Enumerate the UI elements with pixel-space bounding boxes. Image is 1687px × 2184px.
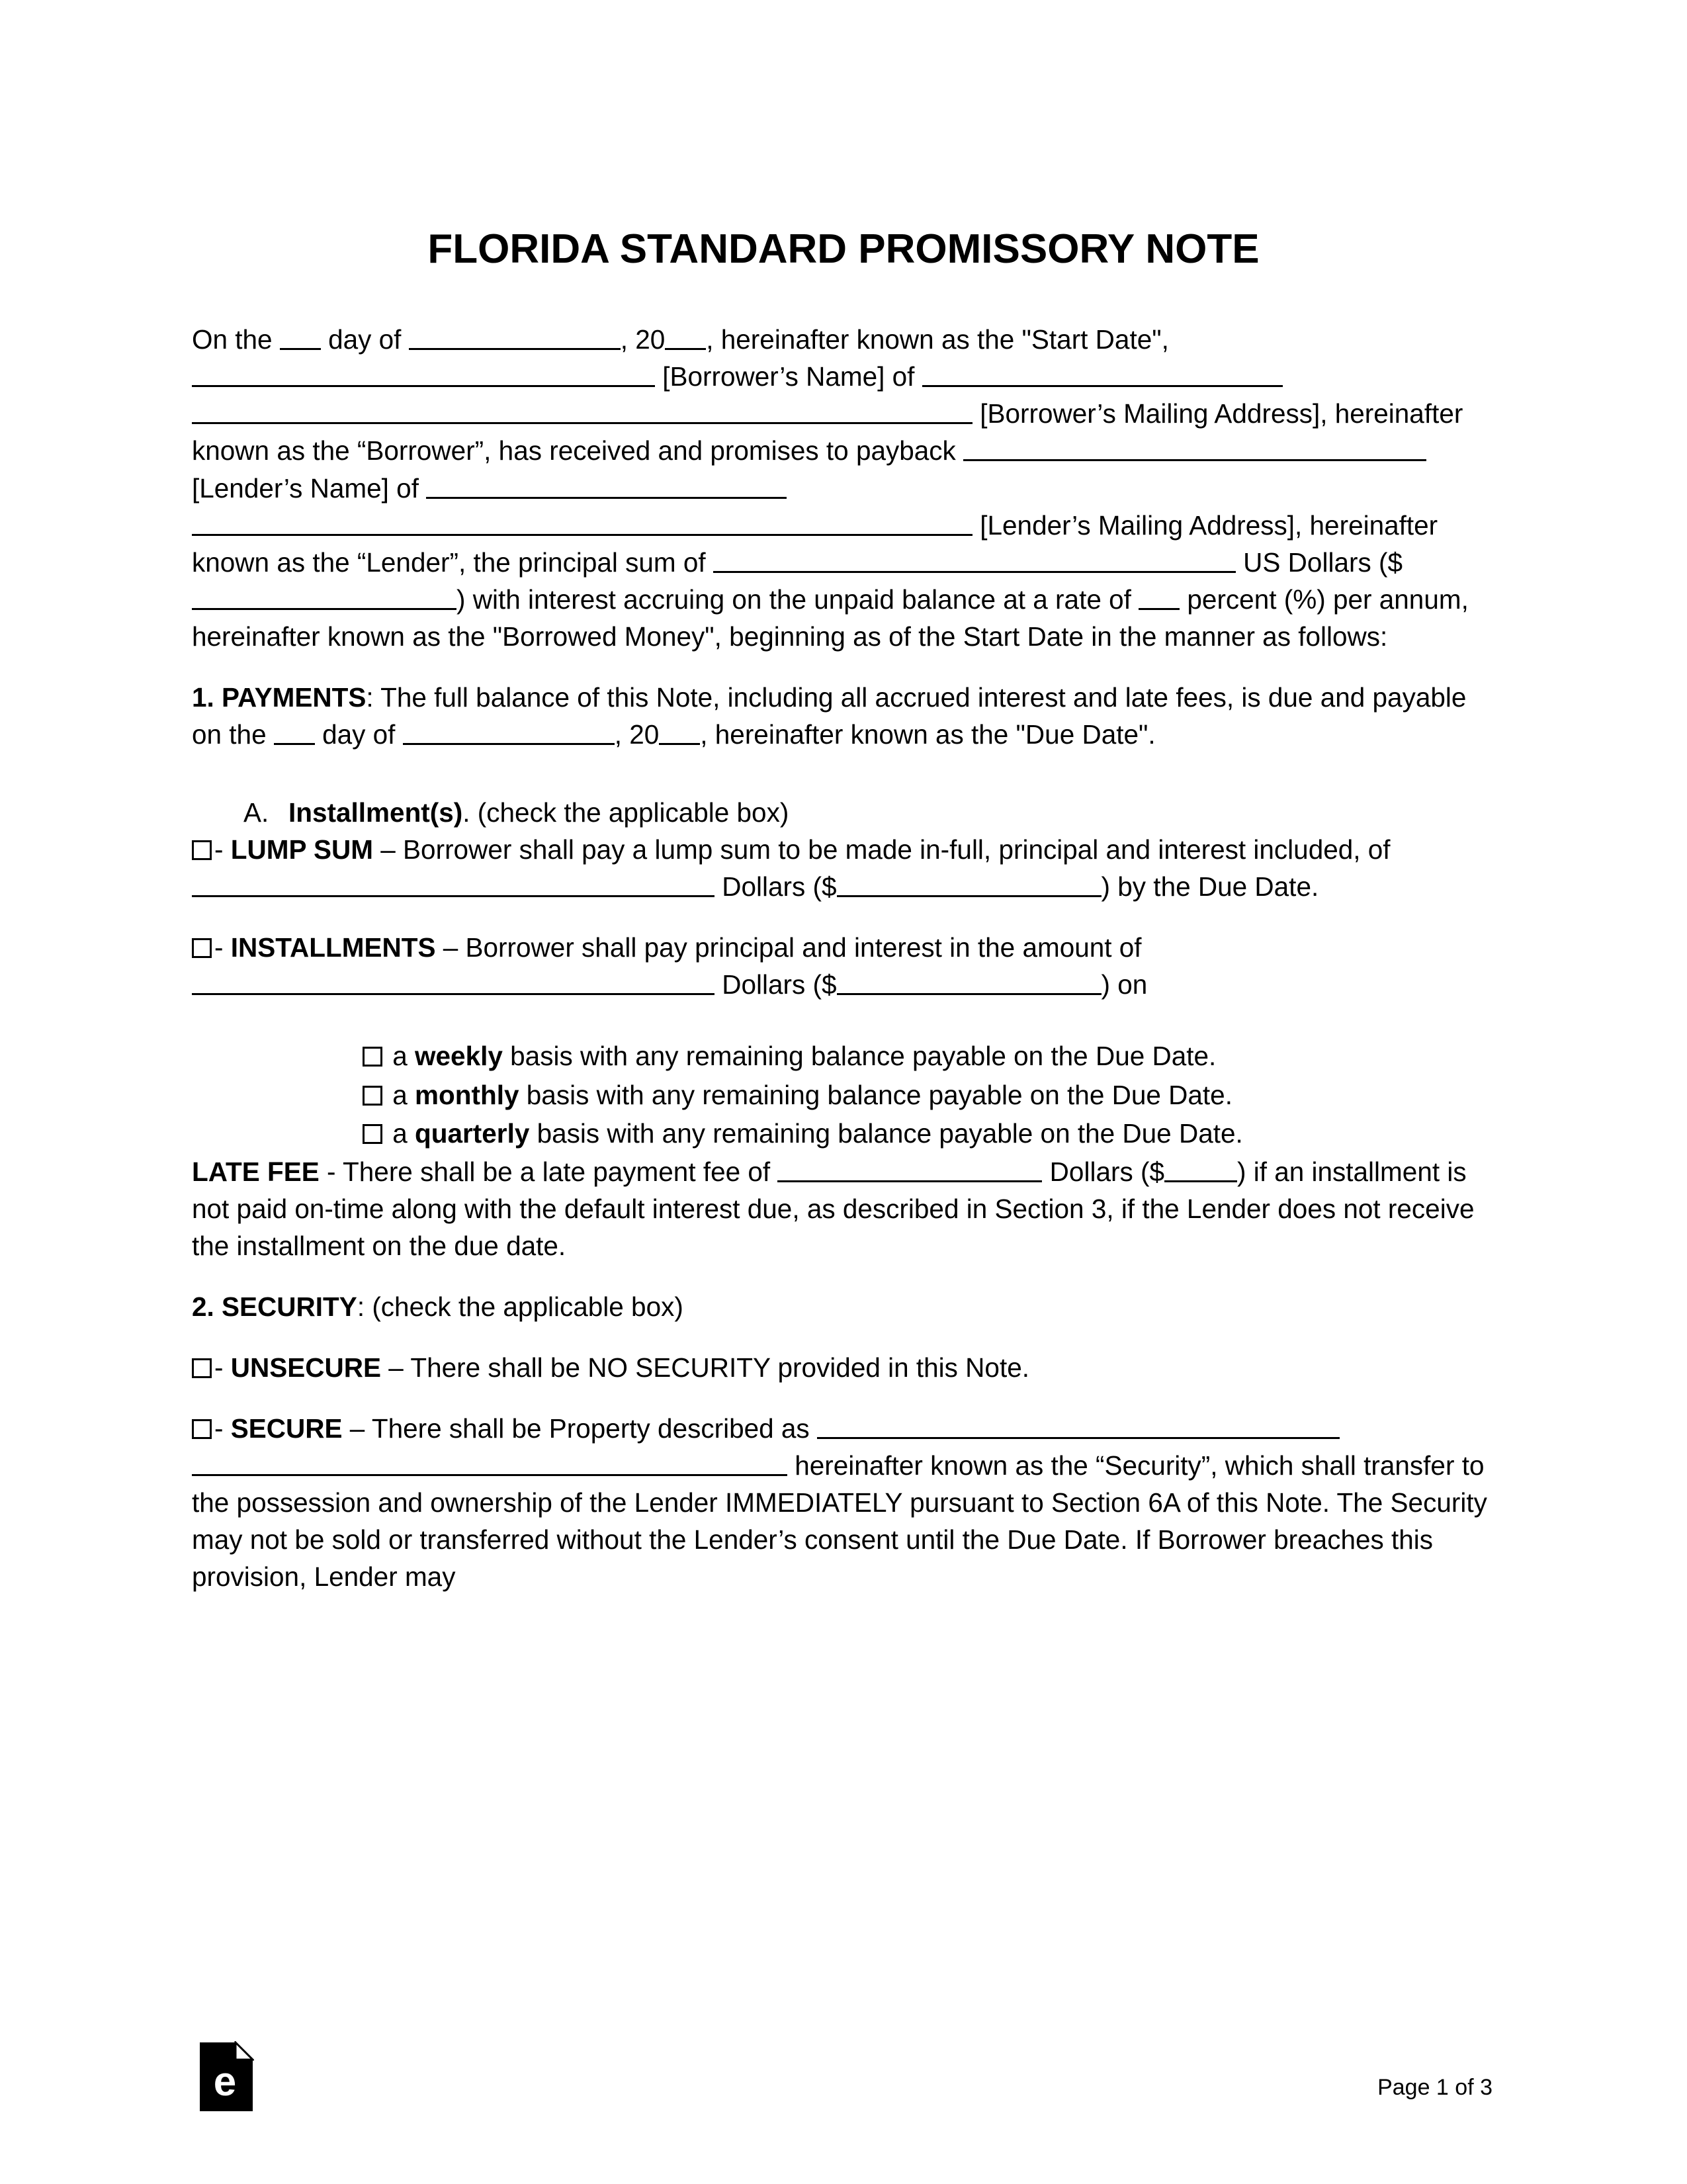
intro-text-2: day of	[320, 324, 409, 355]
section-1-text-4: , hereinafter known as the "Due Date".	[700, 719, 1156, 750]
section-1-label: 1. PAYMENTS	[192, 681, 367, 713]
intro-paragraph	[192, 321, 1495, 655]
option-lump-sum	[192, 831, 1495, 905]
eforms-logo-icon	[198, 2041, 254, 2113]
start-day-blank[interactable]	[280, 323, 321, 350]
intro-text-10: ) with interest accruing on the unpaid balance at a rate of	[456, 584, 1139, 615]
page-title: FLORIDA STANDARD PROMISSORY NOTE	[427, 226, 1260, 272]
intro-text-11: percent (%) per annum, hereinafter known as the "Borrowed Money", beginning as of the Start Date in the manner as follows:	[192, 584, 1469, 652]
subsection-a-installments	[243, 794, 1495, 831]
secure-text-1: – There shall be Property described as	[342, 1413, 817, 1444]
secure-text-2: hereinafter known as the “Security”, which shall transfer to the possession and ownership of the Lender IMMEDIATELY pursuant to Section 6A of this Note. The Security may not be sold or transferred without the Lender’s consent until the Due Date. If Borrower breaches this provision, Lender may	[192, 1450, 1487, 1593]
document-body	[192, 321, 1495, 1595]
weekly-pre: a	[385, 1041, 415, 1072]
borrower-address-blank-2[interactable]	[192, 397, 973, 424]
late-fee-text-3: ) if an installment is not paid on-time along with the default interest due, as described in Section 3, if the Lender does not receive the installment on the due date.	[192, 1156, 1475, 1261]
section-1-payments	[192, 679, 1495, 753]
due-day-blank[interactable]	[274, 718, 315, 745]
borrower-address-blank-1[interactable]	[922, 360, 1283, 387]
installments-text-3: ) on	[1101, 969, 1148, 1000]
page-number: Page 1 of 3	[1377, 2075, 1492, 2100]
interest-rate-blank[interactable]	[1139, 582, 1180, 609]
subsection-a-text	[288, 794, 789, 831]
lump-sum-label: LUMP SUM	[230, 834, 374, 865]
option-monthly	[363, 1076, 1495, 1114]
weekly-label: weekly	[415, 1041, 503, 1072]
installments-text-2: Dollars ($	[714, 969, 837, 1000]
lump-sum-checkbox[interactable]	[192, 840, 212, 860]
quarterly-label: quarterly	[415, 1117, 530, 1149]
secure-label: SECURE	[230, 1413, 343, 1444]
installments-words-blank[interactable]	[192, 968, 714, 995]
late-fee-text-1: - There shall be a late payment fee of	[319, 1156, 778, 1187]
intro-text-4: , hereinafter known as the "Start Date",	[706, 324, 1169, 355]
section-2-security	[192, 1288, 1495, 1325]
intro-text-7: [Lender’s Name] of	[192, 472, 427, 503]
lump-sum-amount-blank[interactable]	[837, 870, 1102, 897]
lump-sum-words-blank[interactable]	[192, 870, 714, 897]
late-fee-label: LATE FEE	[192, 1156, 320, 1187]
section-1-text-1: : The full balance of this Note, including all accrued interest and late fees, is due and payable on the	[192, 681, 1467, 750]
subsection-a-tail: . (check the applicable box)	[462, 797, 789, 828]
installments-label: INSTALLMENTS	[230, 932, 436, 963]
monthly-checkbox[interactable]	[363, 1086, 382, 1106]
lump-sum-dash: -	[214, 834, 231, 865]
monthly-post: basis with any remaining balance payable on the Due Date.	[519, 1079, 1233, 1110]
intro-text-9: US Dollars ($	[1235, 546, 1403, 578]
borrower-name-blank[interactable]	[192, 360, 655, 387]
late-fee-amount-blank[interactable]	[1164, 1155, 1237, 1182]
lump-sum-text-2: Dollars ($	[714, 871, 837, 902]
weekly-checkbox[interactable]	[363, 1047, 382, 1067]
lender-address-blank-2[interactable]	[192, 508, 973, 535]
unsecure-dash: -	[214, 1352, 231, 1383]
lender-name-blank[interactable]	[963, 434, 1426, 461]
unsecure-text-1: – There shall be NO SECURITY provided in this Note.	[381, 1352, 1029, 1383]
installment-frequency-options	[363, 1037, 1495, 1151]
weekly-post: basis with any remaining balance payable on the Due Date.	[502, 1041, 1217, 1072]
quarterly-checkbox[interactable]	[363, 1124, 382, 1144]
installments-checkbox[interactable]	[192, 938, 212, 958]
security-description-blank-1[interactable]	[817, 1412, 1340, 1439]
section-1-text-2: day of	[314, 719, 403, 750]
quarterly-post: basis with any remaining balance payable on the Due Date.	[529, 1117, 1243, 1149]
principal-amount-blank[interactable]	[192, 582, 456, 609]
logo-letter: e	[213, 2059, 237, 2105]
intro-text-6: [Borrower’s Mailing Address], hereinafter known as the “Borrower”, has received and promises to payback	[192, 398, 1463, 466]
late-fee-paragraph	[192, 1153, 1495, 1264]
option-unsecure	[192, 1349, 1495, 1386]
due-year-blank[interactable]	[659, 718, 700, 745]
late-fee-text-2: Dollars ($	[1042, 1156, 1164, 1187]
due-month-blank[interactable]	[403, 718, 615, 745]
page-footer	[192, 2031, 1495, 2110]
section-1-text-3: , 20	[614, 719, 660, 750]
late-fee-words-blank[interactable]	[777, 1155, 1042, 1182]
monthly-label: monthly	[415, 1079, 519, 1110]
section-2-label: 2. SECURITY	[192, 1291, 357, 1322]
installments-dash: -	[214, 932, 231, 963]
intro-text-1: On the	[192, 324, 280, 355]
unsecure-checkbox[interactable]	[192, 1358, 212, 1378]
option-installments	[192, 929, 1495, 1003]
option-secure	[192, 1410, 1495, 1595]
start-year-blank[interactable]	[665, 323, 706, 350]
monthly-pre: a	[385, 1079, 415, 1110]
installments-amount-blank[interactable]	[837, 968, 1102, 995]
option-weekly	[363, 1037, 1495, 1074]
lump-sum-text-1: – Borrower shall pay a lump sum to be made in-full, principal and interest included, of	[373, 834, 1391, 865]
installments-text-1: – Borrower shall pay principal and interest in the amount of	[435, 932, 1142, 963]
intro-text-8: [Lender’s Mailing Address], hereinafter known as the “Lender”, the principal sum of	[192, 509, 1438, 578]
subsection-a-heading: Installment(s)	[288, 797, 463, 828]
lender-address-blank-1[interactable]	[426, 471, 787, 498]
secure-checkbox[interactable]	[192, 1419, 212, 1439]
section-2-text-1: : (check the applicable box)	[357, 1291, 683, 1322]
option-quarterly	[363, 1115, 1495, 1152]
quarterly-pre: a	[385, 1117, 415, 1149]
intro-text-5: [Borrower’s Name] of	[655, 361, 922, 392]
principal-words-blank[interactable]	[713, 545, 1236, 572]
security-description-blank-2[interactable]	[192, 1449, 787, 1476]
start-month-blank[interactable]	[409, 323, 621, 350]
lump-sum-text-3: ) by the Due Date.	[1101, 871, 1319, 902]
subsection-a-marker: A.	[243, 797, 269, 828]
secure-dash: -	[214, 1413, 231, 1444]
intro-text-3: , 20	[620, 324, 666, 355]
unsecure-label: UNSECURE	[230, 1352, 382, 1383]
